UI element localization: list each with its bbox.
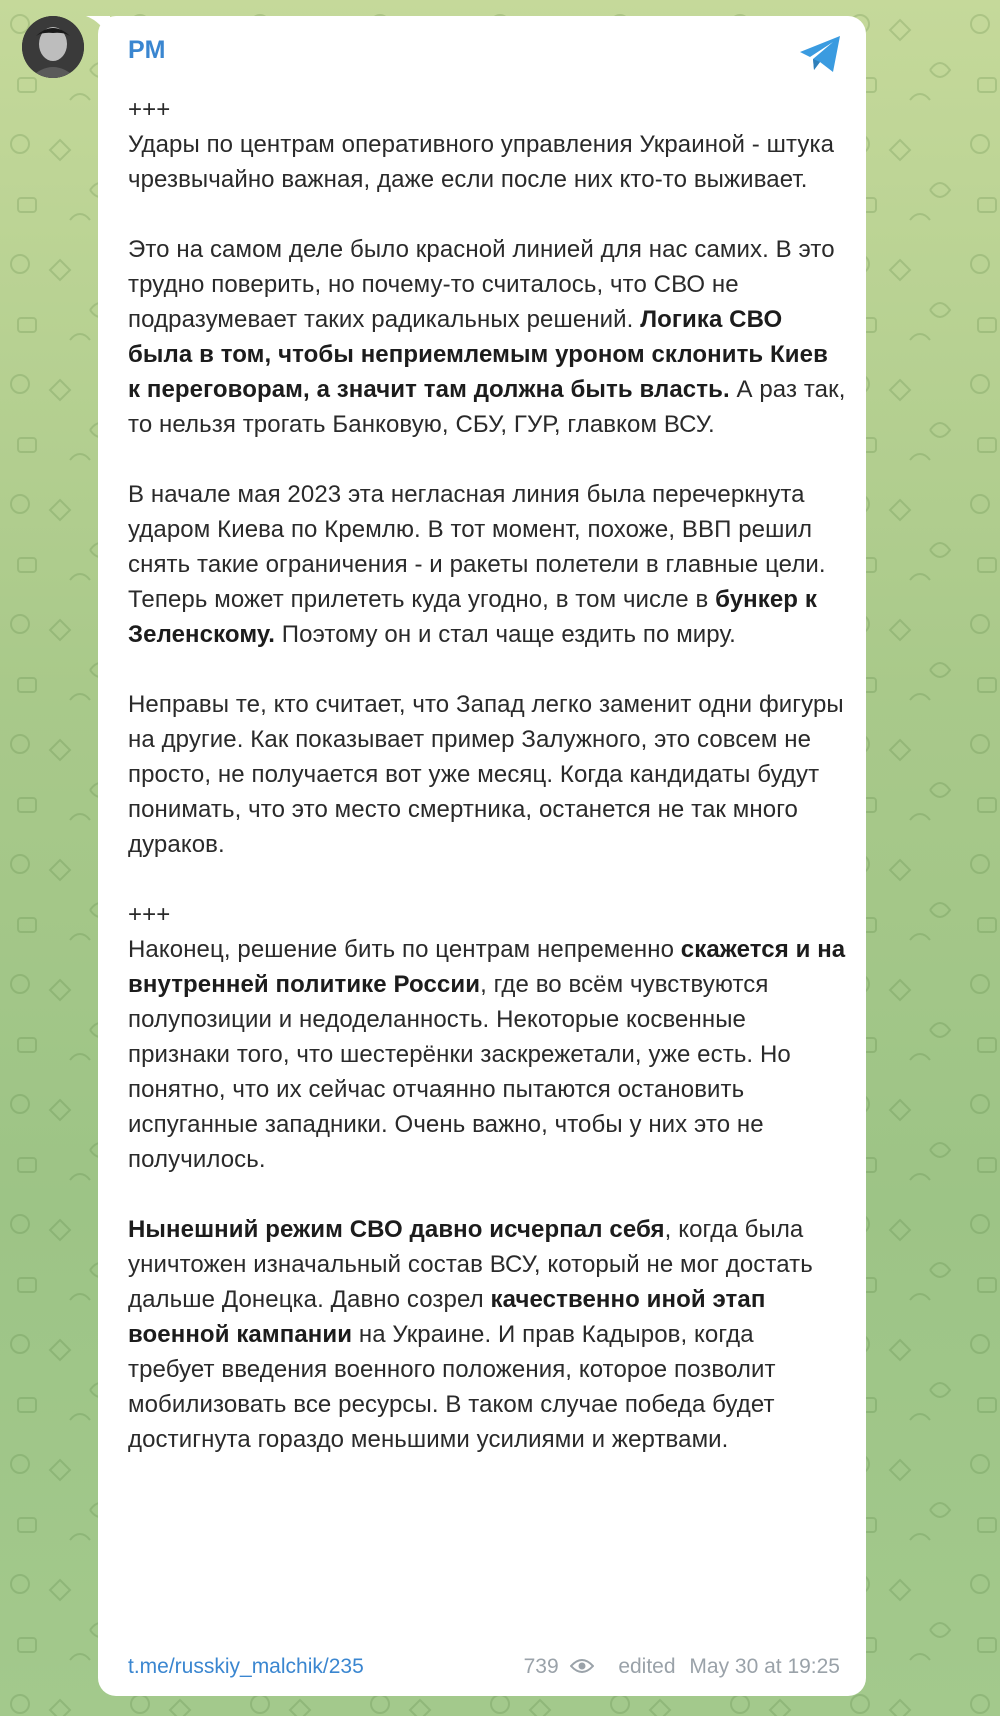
text-run: Это на самом деле было красной линией для нас самих. В это трудно поверить, но почему-то считалось, что СВО не подразумевает таких радикальных решений.: [128, 236, 835, 333]
text-run: , где во всём чувствуются полупозиции и недоделанность. Некоторые косвенные признаки того, что шестерёнки заскрежетали, уже есть. Но понятно, что их сейчас отчаянно пытаются остановить испуганные западники. Очень важно, чтобы у них это не получилось.: [128, 971, 791, 1173]
bold-text: бункер к Зеленскому.: [128, 586, 817, 648]
text-run: В начале мая 2023 эта негласная линия была перечеркнута ударом Киева по Кремлю. В тот момент, похоже, ВВП решил снять такие ограничения - и ракеты полетели в главные цели. Теперь может прилететь куда угодно, в том числе в: [128, 481, 826, 613]
text-run: +++ Наконец, решение бить по центрам непременно: [128, 901, 681, 963]
channel-name[interactable]: PM: [128, 36, 166, 64]
post-paragraph: [128, 232, 846, 442]
telegram-icon[interactable]: [798, 34, 844, 74]
message-footer: [128, 1650, 840, 1684]
text-run: Неправы те, кто считает, что Запад легко заменит одни фигуры на другие. Как показывает пример Залужного, это совсем не просто, не получается вот уже месяц. Когда кандидаты будут понимать, что это место смертника, останется не так много дураков.: [128, 691, 844, 858]
bold-text: качественно иной этап военной кампании: [128, 1286, 766, 1348]
channel-avatar[interactable]: [22, 16, 84, 78]
message-meta: [524, 1650, 840, 1684]
post-paragraph: [128, 1212, 846, 1457]
text-run: на Украине. И прав Кадыров, когда требует введения военного положения, которое позволит мобилизовать все ресурсы. В таком случае победа будет достигнута гораздо меньшими усилиями и жертвами.: [128, 1321, 776, 1453]
post-paragraph: [128, 92, 846, 197]
view-count: 739: [523, 1655, 559, 1679]
text-run: Поэтому он и стал чаще ездить по миру.: [275, 621, 736, 648]
post-paragraph: [128, 687, 846, 862]
post-paragraph: [128, 477, 846, 652]
text-run: А раз так, то нельзя трогать Банковую, СБУ, ГУР, главком ВСУ.: [128, 376, 846, 438]
message-date: May 30 at 19:25: [689, 1655, 840, 1679]
avatar-image-icon: [22, 16, 84, 78]
post-paragraph: [128, 897, 846, 1177]
text-run: , когда была уничтожен изначальный состав ВСУ, который не мог достать дальше Донецка. Давно созрел: [128, 1216, 813, 1313]
post-link[interactable]: t.me/russkiy_malchik/235: [128, 1655, 364, 1678]
bold-text: Нынешний режим СВО давно исчерпал себя: [128, 1216, 665, 1243]
post-text: [128, 92, 846, 1457]
eye-icon: [570, 1658, 594, 1674]
message-bubble: [98, 16, 866, 1696]
text-run: +++ Удары по центрам оперативного управления Украиной - штука чрезвычайно важная, даже если после них кто-то выживает.: [128, 96, 835, 193]
bold-text: скажется и на внутренней политике России: [128, 936, 846, 998]
bold-text: Логика СВО была в том, чтобы неприемлемым уроном склонить Киев к переговорам, а значит там должна быть власть.: [128, 306, 828, 403]
edited-label: edited: [618, 1655, 676, 1679]
